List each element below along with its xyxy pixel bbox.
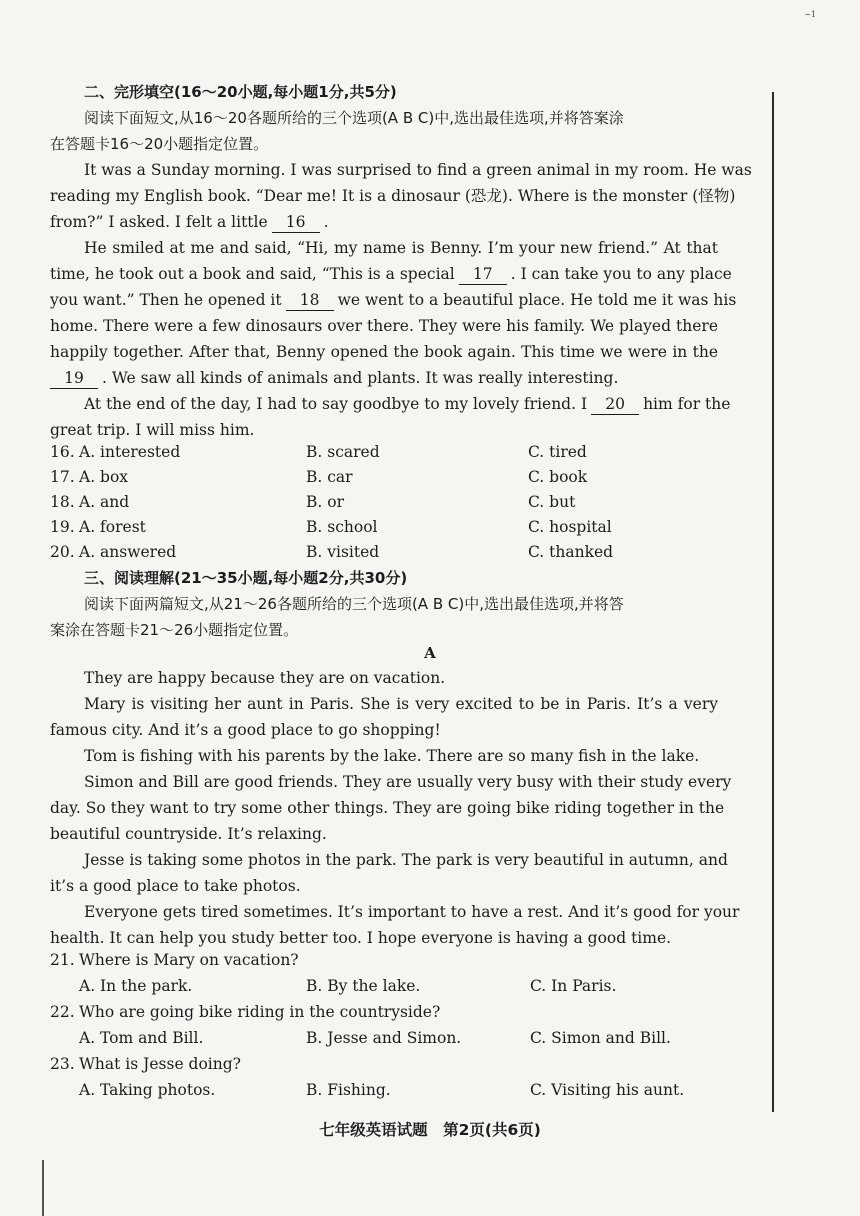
question-option-b: B. Fishing.	[306, 1081, 391, 1099]
cloze-option-a: A. answered	[79, 543, 177, 561]
question-option-c: C. In Paris.	[530, 977, 617, 995]
passage-text: him for the	[643, 395, 731, 413]
margin-line	[772, 92, 774, 1112]
passage-line	[50, 212, 329, 233]
reading-line: Everyone gets tired sometimes. It’s important to have a rest. And it’s good for your	[84, 903, 740, 921]
blank-18: 18	[286, 290, 334, 311]
cloze-option-b: B. visited	[306, 543, 380, 561]
cloze-option-b: B. or	[306, 493, 344, 511]
question-number: 23.	[50, 1055, 75, 1073]
cloze-option-b: B. school	[306, 518, 378, 536]
passage-text: you want.” Then he opened it	[50, 291, 282, 309]
blank-19: 19	[50, 368, 98, 389]
corner-mark: ~1	[804, 10, 816, 19]
passage-a-label: A	[424, 644, 436, 662]
passage-text: .	[323, 213, 329, 231]
section3-title: 三、阅读理解(21～35小题,每小题2分,共30分)	[84, 569, 408, 587]
passage-line: He smiled at me and said, “Hi, my name is Benny. I’m your new friend.” At that	[84, 239, 718, 257]
section2-title: 二、完形填空(16～20小题,每小题1分,共5分)	[84, 83, 397, 101]
cloze-option-a: A. forest	[79, 518, 146, 536]
passage-line	[50, 368, 618, 389]
reading-line: Tom is fishing with his parents by the lake. There are so many fish in the lake.	[84, 747, 700, 765]
cloze-option-c: C. thanked	[528, 543, 614, 561]
question-text: Where is Mary on vacation?	[79, 951, 299, 969]
cloze-option-a: A. and	[79, 493, 130, 511]
passage-line: reading my English book. “Dear me! It is a dinosaur (恐龙). Where is the monster (怪物)	[50, 187, 736, 205]
cloze-question-number: 17.	[50, 468, 75, 486]
passage-line: It was a Sunday morning. I was surprised to find a green animal in my room. He was	[84, 161, 752, 179]
passage-line: home. There were a few dinosaurs over there. They were his family. We played there	[50, 317, 718, 335]
passage-line: great trip. I will miss him.	[50, 421, 255, 439]
cloze-option-a: A. box	[79, 468, 129, 486]
passage-line	[50, 264, 732, 285]
reading-line: Mary is visiting her aunt in Paris. She is very excited to be in Paris. It’s a very	[84, 695, 718, 713]
section3-instructions-line2: 案涂在答题卡21～26小题指定位置。	[50, 621, 299, 639]
question-option-c: C. Simon and Bill.	[530, 1029, 671, 1047]
blank-16: 16	[272, 212, 320, 233]
question-option-a: A. In the park.	[79, 977, 193, 995]
cloze-question-number: 16.	[50, 443, 75, 461]
passage-text: . I can take you to any place	[510, 265, 732, 283]
question-number: 22.	[50, 1003, 75, 1021]
blank-20: 20	[591, 394, 639, 415]
reading-line: Simon and Bill are good friends. They are usually very busy with their study every	[84, 773, 732, 791]
reading-line: beautiful countryside. It’s relaxing.	[50, 825, 327, 843]
reading-line: Jesse is taking some photos in the park. The park is very beautiful in autumn, and	[84, 851, 728, 869]
blank-17: 17	[459, 264, 507, 285]
cloze-option-c: C. book	[528, 468, 588, 486]
cloze-option-a: A. interested	[79, 443, 181, 461]
reading-line: day. So they want to try some other things. They are going bike riding together in the	[50, 799, 725, 817]
question-option-a: A. Tom and Bill.	[79, 1029, 204, 1047]
reading-line: They are happy because they are on vacation.	[84, 669, 446, 687]
cloze-question-number: 20.	[50, 543, 75, 561]
cloze-option-c: C. but	[528, 493, 576, 511]
question-option-a: A. Taking photos.	[79, 1081, 216, 1099]
cloze-question-number: 18.	[50, 493, 75, 511]
section2-instructions-line1: 阅读下面短文,从16～20各题所给的三个选项(A B C)中,选出最佳选项,并将答案涂	[84, 109, 624, 127]
question-number: 21.	[50, 951, 75, 969]
cloze-option-b: B. car	[306, 468, 353, 486]
cloze-option-b: B. scared	[306, 443, 380, 461]
page-footer: 七年级英语试题 第2页(共6页)	[319, 1121, 541, 1139]
passage-text: we went to a beautiful place. He told me it was his	[337, 291, 737, 309]
cloze-option-c: C. tired	[528, 443, 587, 461]
passage-text: At the end of the day, I had to say goodbye to my lovely friend. I	[84, 395, 588, 413]
passage-line	[84, 394, 730, 415]
question-text: What is Jesse doing?	[79, 1055, 241, 1073]
reading-line: health. It can help you study better too. I hope everyone is having a good time.	[50, 929, 672, 947]
passage-line	[50, 290, 736, 311]
question-option-b: B. By the lake.	[306, 977, 421, 995]
cloze-question-number: 19.	[50, 518, 75, 536]
question-text: Who are going bike riding in the countryside?	[79, 1003, 441, 1021]
passage-text: from?” I asked. I felt a little	[50, 213, 268, 231]
cloze-option-c: C. hospital	[528, 518, 612, 536]
section2-instructions-line2: 在答题卡16～20小题指定位置。	[50, 135, 269, 153]
reading-line: it’s a good place to take photos.	[50, 877, 301, 895]
passage-text: time, he took out a book and said, “This is a special	[50, 265, 455, 283]
question-option-b: B. Jesse and Simon.	[306, 1029, 462, 1047]
section3-instructions-line1: 阅读下面两篇短文,从21～26各题所给的三个选项(A B C)中,选出最佳选项,并将答	[84, 595, 624, 613]
margin-line-bottom	[42, 1160, 44, 1216]
reading-line: famous city. And it’s a good place to go shopping!	[50, 721, 441, 739]
question-option-c: C. Visiting his aunt.	[530, 1081, 685, 1099]
passage-line: happily together. After that, Benny opened the book again. This time we were in the	[50, 343, 718, 361]
passage-text: . We saw all kinds of animals and plants. It was really interesting.	[102, 369, 619, 387]
